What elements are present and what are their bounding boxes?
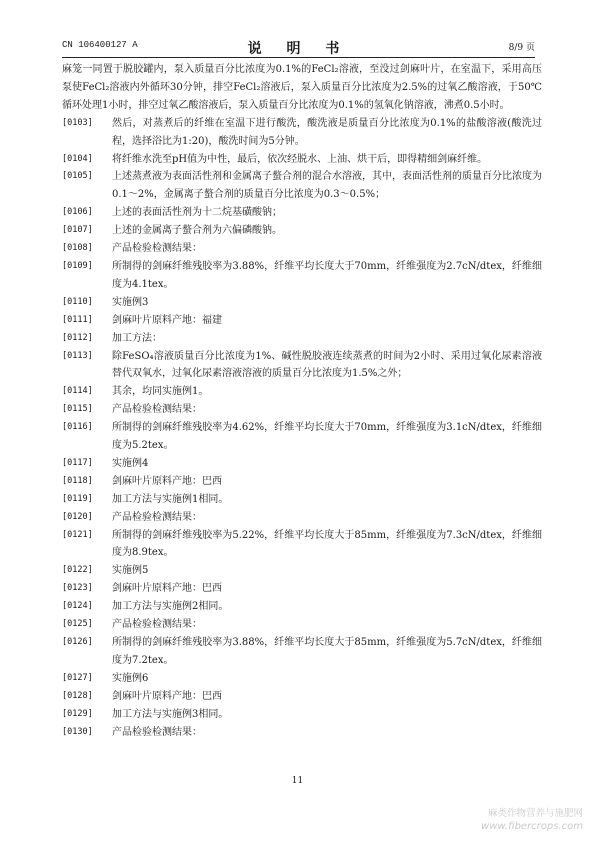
paragraph-number: [0111]: [62, 314, 93, 325]
paragraph-number: [0104]: [62, 153, 93, 164]
paragraph: [62, 61, 542, 115]
paragraph-text: 剑麻叶片原料产地：巴西: [112, 690, 222, 702]
paragraph-text: 产品检验检测结果：: [112, 404, 202, 416]
paragraph-text: 上述的金属离子螯合剂为六偏磷酸钠。: [112, 225, 282, 237]
paragraph: [62, 670, 542, 688]
paragraph: [62, 312, 542, 330]
paragraph-text: 将纤维水洗至pH值为中性，最后，依次经脱水、上油、烘干后，即得精细剑麻纤维。: [112, 153, 488, 165]
header-divider: [62, 57, 535, 58]
paragraph: [62, 527, 542, 563]
paragraph-text: 实施例4: [112, 457, 149, 469]
paragraph-text: 麻笼一同置于脱胶罐内，泵入质量百分比浓度为0.1%的FeCl₂溶液，至没过剑麻叶片，在室温下，采用高压泵使FeCl₂溶液内外循环30分钟，排空FeCl₂溶液后，泵入质量百分比浓度为2.5%的过氧乙酸溶液，于50℃循环处理1小时，排空过氧乙酸溶液后，泵入质量百分比浓度为0.1%的氢氧化钠溶液，沸煮0.5小时。: [62, 64, 542, 111]
paragraph-number: [0127]: [62, 672, 93, 683]
paragraph-number: [0121]: [62, 529, 93, 540]
paragraph: [62, 473, 542, 491]
paragraph: [62, 706, 542, 724]
paragraph: [62, 294, 542, 312]
paragraph-number: [0115]: [62, 404, 93, 415]
paragraph: [62, 634, 542, 670]
paragraph-number: [0112]: [62, 332, 93, 343]
paragraph-text: 所制得的剑麻纤维残胶率为4.62%，纤维平均长度大于70mm，纤维强度为3.1cN/dtex，纤维细度为5.2tex。: [112, 422, 542, 452]
paragraph-text: 所制得的剑麻纤维残胶率为3.88%，纤维平均长度大于85mm，纤维强度为5.7cN/dtex，纤维细度为7.2tex。: [112, 637, 542, 666]
paragraph: [62, 330, 542, 348]
paragraph-number: [0105]: [62, 171, 93, 182]
paragraph-text: 所制得的剑麻纤维残胶率为3.88%，纤维平均长度大于70mm，纤维强度为2.7cN/dtex，纤维细度为4.1tex。: [112, 260, 542, 290]
paragraph-text: 加工方法与实施例3相同。: [112, 708, 229, 720]
paragraph-text: 产品检验检测结果：: [112, 619, 202, 631]
paragraph: [62, 598, 542, 616]
paragraph-text: 上述的表面活性剂为十二烷基磺酸钠；: [112, 207, 282, 219]
paragraph-number: [0120]: [62, 511, 93, 522]
paragraph-text: 除FeSO₄溶液质量百分比浓度为1%、碱性脱胶液连续蒸煮的时间为2小时、采用过氧化尿素溶液替代双氧水，过氧化尿素溶液溶液的质量百分比浓度为1.5%之外；: [112, 350, 542, 380]
paragraph-number: [0129]: [62, 708, 93, 719]
paragraph-number: [0128]: [62, 690, 93, 701]
paragraph: [62, 151, 542, 169]
paragraph-number: [0107]: [62, 225, 93, 236]
paragraph-number: [0123]: [62, 583, 93, 594]
paragraph: [62, 616, 542, 634]
paragraph-number: [0106]: [62, 207, 93, 218]
paragraph-text: 加工方法与实施例2相同。: [112, 601, 229, 613]
paragraph: [62, 204, 542, 222]
paragraph: [62, 562, 542, 580]
paragraph-number: [0116]: [62, 422, 93, 433]
paragraph-text: 上述蒸煮液为表面活性剂和金属离子螯合剂的混合水溶液，其中，表面活性剂的质量百分比浓度为0.1～2%，金属离子螯合剂的质量百分比浓度为0.3～0.5%；: [112, 171, 542, 201]
paragraph: [62, 348, 542, 384]
paragraph-number: [0122]: [62, 565, 93, 576]
paragraph: [62, 383, 542, 401]
paragraph: [62, 419, 542, 455]
paragraph-text: 产品检验检测结果：: [112, 726, 202, 738]
paragraph-text: 然后，对蒸煮后的纤维在室温下进行酸洗，酸洗液是质量百分比浓度为0.1%的盐酸溶液(酸洗过程，选择浴比为1:20)，酸洗时间为5分钟。: [112, 117, 542, 147]
paragraph-number: [0124]: [62, 601, 93, 612]
document-title: 说 明 书: [247, 41, 350, 57]
paragraph: [62, 724, 542, 742]
paragraph: [62, 688, 542, 706]
watermark: [481, 807, 583, 833]
paragraph-number: [0117]: [62, 457, 93, 468]
page-header: [62, 38, 535, 56]
paragraph: [62, 222, 542, 240]
paragraph: [62, 401, 542, 419]
paragraph-number: [0125]: [62, 619, 93, 630]
paragraph: [62, 509, 542, 527]
paragraph-number: [0109]: [62, 260, 93, 271]
paragraph-number: [0114]: [62, 386, 93, 397]
paragraph: [62, 258, 542, 294]
paragraph-number: [0108]: [62, 243, 93, 254]
paragraph-text: 产品检验检测结果：: [112, 511, 202, 523]
paragraph: [62, 455, 542, 473]
page-number: 11: [291, 776, 304, 786]
paragraph-text: 加工方法：: [112, 332, 162, 344]
paragraph: [62, 168, 542, 204]
paragraph-text: 剑麻叶片原料产地：巴西: [112, 475, 222, 487]
paragraph-number: [0119]: [62, 493, 93, 504]
paragraph-text: 剑麻叶片原料产地：巴西: [112, 583, 222, 595]
paragraph-number: [0118]: [62, 475, 93, 486]
paragraph-number: [0113]: [62, 350, 93, 361]
paragraph-text: 所制得的剑麻纤维残胶率为5.22%，纤维平均长度大于85mm，纤维强度为7.3cN/dtex，纤维细度为8.9tex。: [112, 529, 542, 559]
paragraph-number: [0126]: [62, 637, 93, 647]
paragraph-number: [0130]: [62, 726, 93, 737]
paragraph-text: 产品检验检测结果：: [112, 243, 202, 255]
paragraph: [62, 240, 542, 258]
publication-number: CN 106400127 A: [62, 40, 138, 50]
paragraph-text: 实施例3: [112, 296, 149, 308]
watermark-url: www.fibercrops.com: [481, 821, 583, 832]
paragraph: [62, 491, 542, 509]
paragraph-text: 剑麻叶片原料产地：福建: [112, 314, 222, 326]
paragraph-text: 实施例5: [112, 565, 149, 577]
paragraph-text: 其余，均同实施例1。: [112, 386, 209, 398]
page-indicator: 8/9 页: [508, 43, 535, 53]
paragraph-number: [0103]: [62, 117, 93, 128]
document-body: [62, 61, 542, 741]
paragraph: [62, 115, 542, 151]
watermark-site-name: 麻类作物营养与施肥网: [487, 808, 583, 819]
paragraph-number: [0110]: [62, 296, 93, 307]
paragraph: [62, 580, 542, 598]
paragraph-text: 实施例6: [112, 672, 149, 684]
paragraph-text: 加工方法与实施例1相同。: [112, 493, 229, 505]
